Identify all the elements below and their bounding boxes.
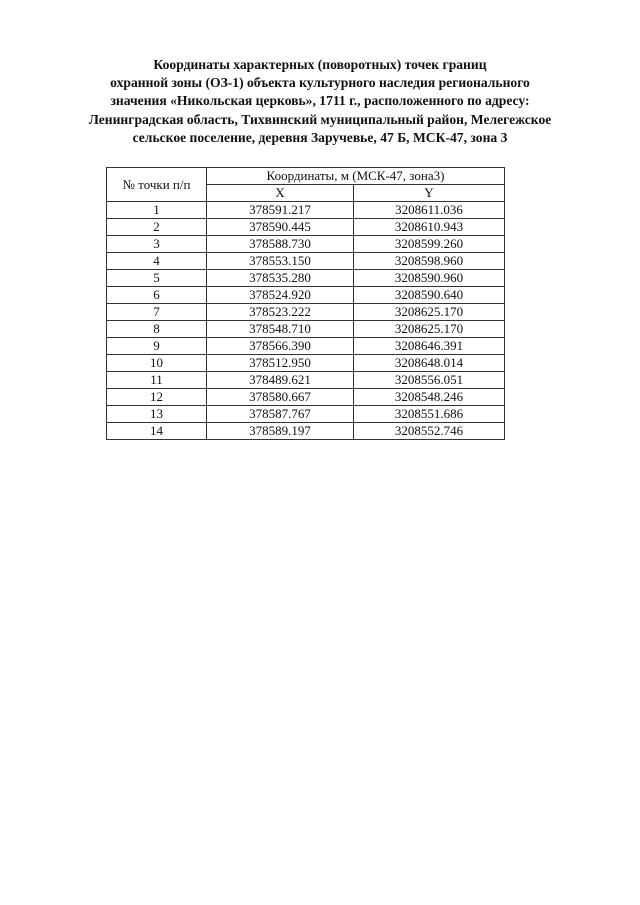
y-coordinate-cell: 3208552.746: [354, 423, 505, 440]
y-coordinate-cell: 3208611.036: [354, 202, 505, 219]
table-row: [107, 253, 505, 270]
y-coordinate-cell: 3208590.960: [354, 270, 505, 287]
point-number-cell: 12: [107, 389, 207, 406]
y-coordinate-cell: 3208556.051: [354, 372, 505, 389]
x-coordinate-cell: 378589.197: [207, 423, 354, 440]
x-coordinate-cell: 378512.950: [207, 355, 354, 372]
x-coordinate-cell: 378566.390: [207, 338, 354, 355]
point-number-cell: 10: [107, 355, 207, 372]
point-number-cell: 5: [107, 270, 207, 287]
x-coordinate-cell: 378580.667: [207, 389, 354, 406]
coordinates-header: Координаты, м (МСК-47, зона3): [207, 168, 505, 185]
x-coordinate-cell: 378489.621: [207, 372, 354, 389]
table-header-row: [107, 168, 505, 185]
point-number-cell: 14: [107, 423, 207, 440]
x-coordinate-cell: 378548.710: [207, 321, 354, 338]
table-row: [107, 287, 505, 304]
title-line: сельское поселение, деревня Заручевье, 47 Б, МСК-47, зона 3: [132, 129, 508, 145]
x-coordinate-cell: 378553.150: [207, 253, 354, 270]
point-number-cell: 3: [107, 236, 207, 253]
title-line: охранной зоны (ОЗ-1) объекта культурного наследия регионального: [110, 75, 530, 91]
point-number-cell: 1: [107, 202, 207, 219]
table-row: [107, 202, 505, 219]
coordinates-table: [106, 167, 505, 440]
point-number-cell: 4: [107, 253, 207, 270]
point-number-cell: 2: [107, 219, 207, 236]
y-coordinate-cell: 3208648.014: [354, 355, 505, 372]
x-coordinate-cell: 378523.222: [207, 304, 354, 321]
y-coordinate-cell: 3208646.391: [354, 338, 505, 355]
x-coordinate-cell: 378588.730: [207, 236, 354, 253]
title-line: Координаты характерных (поворотных) точек границ: [153, 57, 487, 72]
point-number-cell: 6: [107, 287, 207, 304]
y-coordinate-cell: 3208599.260: [354, 236, 505, 253]
table-row: [107, 321, 505, 338]
y-coordinate-cell: 3208598.960: [354, 253, 505, 270]
x-coordinate-cell: 378590.445: [207, 219, 354, 236]
y-coordinate-cell: 3208625.170: [354, 304, 505, 321]
y-coordinate-cell: 3208548.246: [354, 389, 505, 406]
document-title: [10, 56, 630, 147]
point-number-cell: 9: [107, 338, 207, 355]
x-coordinate-cell: 378524.920: [207, 287, 354, 304]
y-coordinate-cell: 3208551.686: [354, 406, 505, 423]
table-row: [107, 423, 505, 440]
point-number-cell: 11: [107, 372, 207, 389]
x-column-header: X: [207, 185, 354, 202]
table-row: [107, 389, 505, 406]
table-row: [107, 338, 505, 355]
point-number-header: № точки п/п: [107, 168, 207, 202]
x-coordinate-cell: 378535.280: [207, 270, 354, 287]
point-number-cell: 7: [107, 304, 207, 321]
point-number-cell: 8: [107, 321, 207, 338]
table-row: [107, 355, 505, 372]
point-number-cell: 13: [107, 406, 207, 423]
table-row: [107, 219, 505, 236]
title-line: Ленинградская область, Тихвинский муниципальный район, Мелегежское: [88, 111, 552, 127]
table-row: [107, 406, 505, 423]
y-coordinate-cell: 3208610.943: [354, 219, 505, 236]
x-coordinate-cell: 378587.767: [207, 406, 354, 423]
x-coordinate-cell: 378591.217: [207, 202, 354, 219]
y-coordinate-cell: 3208625.170: [354, 321, 505, 338]
y-column-header: Y: [354, 185, 505, 202]
table-row: [107, 236, 505, 253]
table-row: [107, 372, 505, 389]
table-row: [107, 270, 505, 287]
y-coordinate-cell: 3208590.640: [354, 287, 505, 304]
table-row: [107, 304, 505, 321]
title-line: значения «Никольская церковь», 1711 г., расположенного по адресу:: [110, 93, 530, 109]
